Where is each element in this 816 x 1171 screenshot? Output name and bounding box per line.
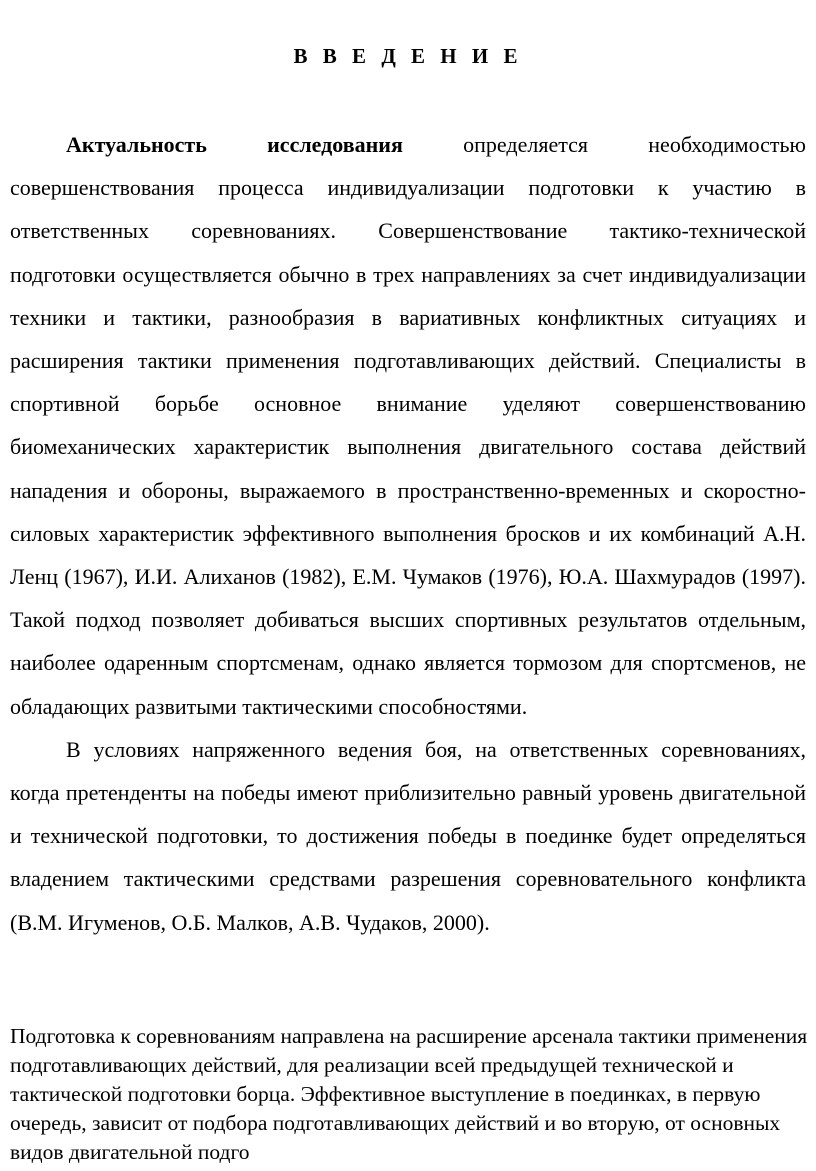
paragraph-relevance (10, 123, 806, 728)
document-body (10, 123, 806, 944)
paragraph-preparation: Подготовка к соревнованиям направлена на расширение арсенала тактики применения подготавливающих действий, для реализации всей предыдущей технической и тактической подготовки борца. Эффективное выступление в поединках, в первую очередь, зависит от подбора подготавливающих действий и во вторую, от основных видов двигательной подго (10, 1024, 808, 1164)
paragraph-conditions: В условиях напряженного ведения боя, на ответственных соревнованиях, когда претенденты на победы имеют приблизительно равный уровень двигательной и технической подготовки, то достижения победы в поединке будет определяться владением тактическими средствами разрешения соревновательного конфликта (В.М. Игуменов, О.Б. Малков, А.В. Чудаков, 2000). (10, 736, 806, 935)
relevance-text: определяется необходимостью совершенствования процесса индивидуализации подготовки к участию в ответственных соревнованиях. Совершенствование тактико-технической подготовки осуществляется обычно в трех направлениях за счет индивидуализации техники и тактики, разнообразия в вариативных конфликтных ситуациях и расширения тактики применения подготавливающих действий. Специалисты в спортивной борьбе основное внимание уделяют совершенствованию биомеханических характеристик выполнения двигательного состава действий нападения и обороны, выражаемого в пространственно-временных и скоростно-силовых характеристик эффективного выполнения бросков и их комбинаций А.Н. Ленц (1967), И.И. Алиханов (1982), Е.М. Чумаков (1976), Ю.А. Шахмурадов (1997). Такой подход позволяет добиваться высших спортивных результатов отдельным, наиболее одаренным спортсменам, однако является тормозом для спортсменов, не обладающих развитыми тактическими способностями. (10, 132, 806, 719)
document-title: В В Е Д Е Н И Е (293, 44, 523, 68)
relevance-bold-lead: Актуальность исследования (66, 132, 403, 157)
